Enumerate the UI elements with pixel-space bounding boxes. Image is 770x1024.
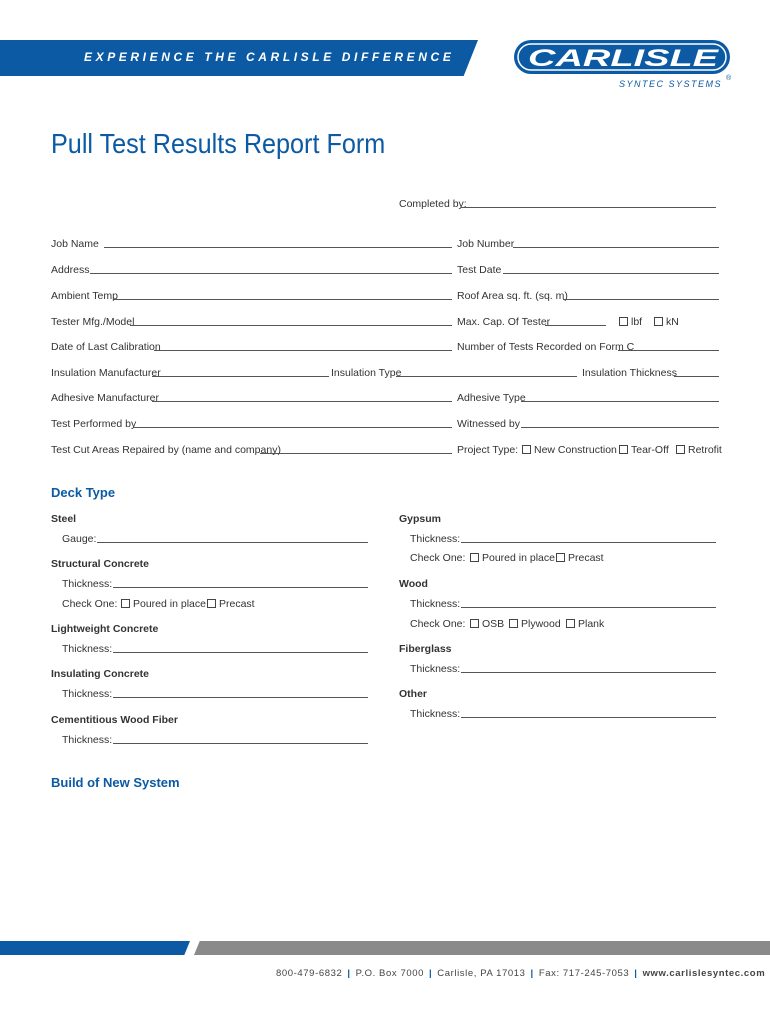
tear-off-option[interactable] xyxy=(619,444,669,456)
tester-model-label: Tester Mfg./Model xyxy=(51,316,135,328)
osb-option[interactable] xyxy=(470,618,504,630)
address-label: Address xyxy=(51,264,90,276)
insulating-concrete-heading: Insulating Concrete xyxy=(51,668,150,680)
lbf-label: lbf xyxy=(631,316,643,328)
plank-option[interactable] xyxy=(566,618,604,630)
gauge-label: Gauge: xyxy=(62,533,97,545)
witnessed-by-field[interactable] xyxy=(521,427,719,428)
test-date-field[interactable] xyxy=(503,273,719,274)
insulation-type-label: Insulation Type xyxy=(331,367,402,379)
wood-check-one: Check One: xyxy=(410,618,466,630)
new-construction-checkbox[interactable] xyxy=(522,445,531,454)
gypsum-thickness-field[interactable] xyxy=(461,542,716,543)
insulating-concrete-thickness-field[interactable] xyxy=(113,697,368,698)
adhesive-type-field[interactable] xyxy=(521,401,719,402)
other-heading: Other xyxy=(399,688,428,700)
structural-concrete-check-one: Check One: xyxy=(62,598,118,610)
footer-separator: | xyxy=(429,968,433,979)
cementitious-wood-fiber-heading: Cementitious Wood Fiber xyxy=(51,714,178,726)
insulation-thickness-label: Insulation Thickness xyxy=(582,367,677,379)
address-field[interactable] xyxy=(90,273,452,274)
completed-by-field[interactable] xyxy=(461,207,716,208)
osb-label: OSB xyxy=(482,618,505,630)
structural-concrete-heading: Structural Concrete xyxy=(51,558,150,570)
insulation-mfr-field[interactable] xyxy=(152,376,329,377)
other-thickness-label: Thickness: xyxy=(410,708,461,720)
max-cap-field[interactable] xyxy=(545,325,606,326)
cementitious-thickness-label: Thickness: xyxy=(62,734,113,746)
test-date-label: Test Date xyxy=(457,264,502,276)
gypsum-poured-checkbox[interactable] xyxy=(470,553,479,562)
wood-thickness-label: Thickness: xyxy=(410,598,461,610)
sc-poured-checkbox[interactable] xyxy=(121,599,130,608)
gauge-field[interactable] xyxy=(97,542,368,543)
new-construction-option[interactable] xyxy=(522,444,617,456)
test-performed-by-label: Test Performed by xyxy=(51,418,137,430)
kn-label: kN xyxy=(666,316,679,328)
footer-city: Carlisle, PA 17013 xyxy=(437,968,526,979)
footer-separator: | xyxy=(634,968,638,979)
footer-fax: Fax: 717-245-7053 xyxy=(538,968,630,979)
gypsum-precast-option[interactable] xyxy=(556,552,604,564)
plank-checkbox[interactable] xyxy=(566,619,575,628)
adhesive-mfr-label: Adhesive Manufacturer xyxy=(51,392,159,404)
fiberglass-thickness-field[interactable] xyxy=(461,672,716,673)
num-tests-label: Number of Tests Recorded on Form C xyxy=(457,341,635,353)
test-performed-by-field[interactable] xyxy=(133,427,452,428)
footer-bar-gray xyxy=(194,941,770,955)
job-number-field[interactable] xyxy=(513,247,719,248)
sc-poured-option[interactable] xyxy=(121,598,206,610)
job-number-label: Job Number xyxy=(457,238,515,250)
footer-separator: | xyxy=(530,968,534,979)
gypsum-poured-option[interactable] xyxy=(470,552,555,564)
adhesive-type-label: Adhesive Type xyxy=(457,392,526,404)
page-title: Pull Test Results Report Form xyxy=(51,128,386,159)
cementitious-thickness-field[interactable] xyxy=(113,743,368,744)
sc-precast-label: Precast xyxy=(219,598,255,610)
roof-area-label: Roof Area sq. ft. (sq. m) xyxy=(457,290,568,302)
structural-concrete-thickness-field[interactable] xyxy=(113,587,368,588)
footer-phone: 800-479-6832 xyxy=(276,968,343,979)
cut-areas-field[interactable] xyxy=(260,453,452,454)
lightweight-concrete-heading: Lightweight Concrete xyxy=(51,623,159,635)
job-name-label: Job Name xyxy=(51,238,99,250)
structural-concrete-thickness-label: Thickness: xyxy=(62,578,113,590)
insulation-type-field[interactable] xyxy=(396,376,577,377)
footer-contact xyxy=(276,968,765,979)
steel-heading: Steel xyxy=(51,513,77,525)
ambient-temp-field[interactable] xyxy=(113,299,452,300)
new-construction-label: New Construction xyxy=(534,444,617,456)
deck-type-heading: Deck Type xyxy=(51,485,116,500)
footer-website-link[interactable]: www.carlislesyntec.com xyxy=(642,968,766,979)
footer-separator: | xyxy=(347,968,351,979)
gypsum-precast-label: Precast xyxy=(568,552,604,564)
other-thickness-field[interactable] xyxy=(461,717,716,718)
retrofit-checkbox[interactable] xyxy=(676,445,685,454)
plywood-option[interactable] xyxy=(509,618,561,630)
lbf-checkbox[interactable] xyxy=(619,317,628,326)
tagline: EXPERIENCE THE CARLISLE DIFFERENCE xyxy=(84,50,455,64)
insulation-mfr-label: Insulation Manufacturer xyxy=(51,367,161,379)
job-name-field[interactable] xyxy=(104,247,452,248)
tester-model-field[interactable] xyxy=(130,325,452,326)
gypsum-thickness-label: Thickness: xyxy=(410,533,461,545)
kn-checkbox[interactable] xyxy=(654,317,663,326)
fiberglass-heading: Fiberglass xyxy=(399,643,452,655)
plywood-checkbox[interactable] xyxy=(509,619,518,628)
last-calibration-label: Date of Last Calibration xyxy=(51,341,161,353)
wood-thickness-field[interactable] xyxy=(461,607,716,608)
sc-poured-label: Poured in place xyxy=(133,598,206,610)
num-tests-field[interactable] xyxy=(618,350,719,351)
completed-by-label: Completed by: xyxy=(399,198,467,210)
gypsum-precast-checkbox[interactable] xyxy=(556,553,565,562)
lbf-option[interactable] xyxy=(619,316,642,328)
retrofit-label: Retrofit xyxy=(688,444,722,456)
project-type-label: Project Type: xyxy=(457,444,519,456)
plank-label: Plank xyxy=(578,618,605,630)
footer-bar-blue xyxy=(0,941,190,955)
logo-subtext: SYNTEC SYSTEMS xyxy=(618,79,722,89)
tear-off-label: Tear-Off xyxy=(631,444,669,456)
last-calibration-field[interactable] xyxy=(154,350,452,351)
witnessed-by-label: Witnessed by xyxy=(457,418,521,430)
adhesive-mfr-field[interactable] xyxy=(152,401,452,402)
gypsum-poured-label: Poured in place xyxy=(482,552,555,564)
cut-areas-label: Test Cut Areas Repaired by (name and company) xyxy=(51,444,281,456)
carlisle-logo xyxy=(512,38,734,90)
lightweight-concrete-thickness-label: Thickness: xyxy=(62,643,113,655)
plywood-label: Plywood xyxy=(521,618,561,630)
wood-heading: Wood xyxy=(399,578,428,590)
retrofit-option[interactable] xyxy=(676,444,722,456)
logo-text: CARLISLE xyxy=(528,45,720,72)
build-new-system-heading: Build of New System xyxy=(51,775,180,790)
osb-checkbox[interactable] xyxy=(470,619,479,628)
roof-area-field[interactable] xyxy=(563,299,719,300)
tear-off-checkbox[interactable] xyxy=(619,445,628,454)
footer-pobox: P.O. Box 7000 xyxy=(355,968,425,979)
sc-precast-checkbox[interactable] xyxy=(207,599,216,608)
gypsum-heading: Gypsum xyxy=(399,513,442,525)
fiberglass-thickness-label: Thickness: xyxy=(410,663,461,675)
logo-registered-mark: ® xyxy=(726,75,732,82)
insulating-concrete-thickness-label: Thickness: xyxy=(62,688,113,700)
gypsum-check-one: Check One: xyxy=(410,552,466,564)
insulation-thickness-field[interactable] xyxy=(674,376,719,377)
sc-precast-option[interactable] xyxy=(207,598,255,610)
lightweight-concrete-thickness-field[interactable] xyxy=(113,652,368,653)
max-cap-label: Max. Cap. Of Tester xyxy=(457,316,551,328)
kn-option[interactable] xyxy=(654,316,679,328)
ambient-temp-label: Ambient Temp xyxy=(51,290,118,302)
